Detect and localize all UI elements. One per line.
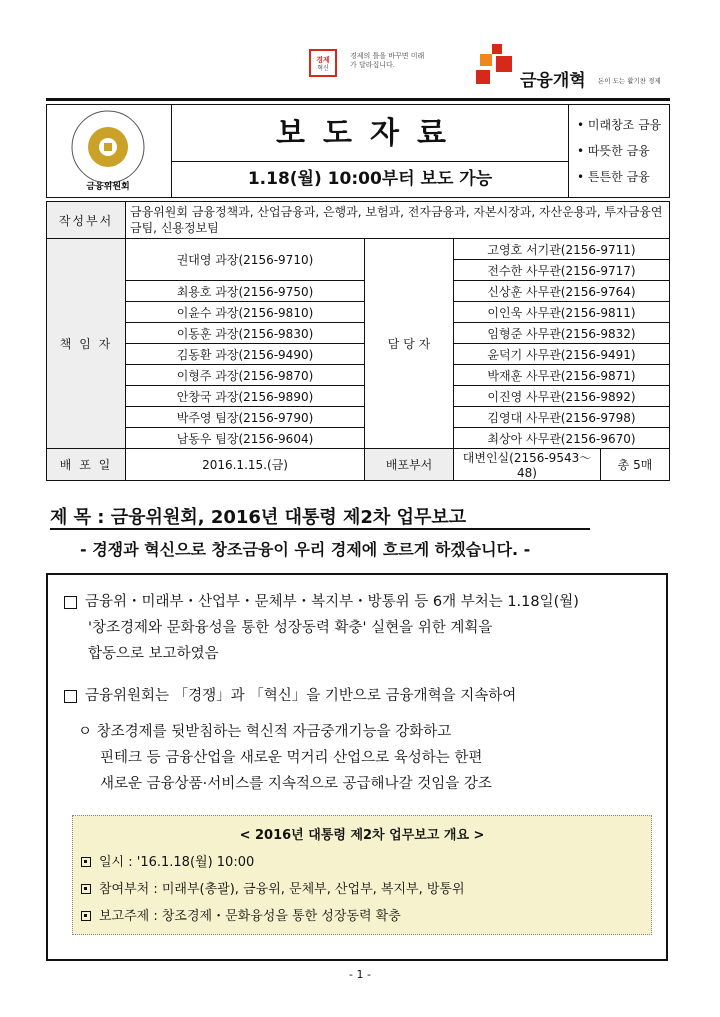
responsible-person: 남동우 팀장(2156-9604) bbox=[126, 428, 365, 449]
dist-date-label: 배 포 일 bbox=[47, 449, 126, 481]
logo1-mark-top: 경제 bbox=[316, 56, 330, 64]
embargo-notice: 1.18(월) 10:00부터 보도 가능 bbox=[172, 161, 568, 196]
page-count: 총 5매 bbox=[601, 449, 670, 481]
square-bullet-icon bbox=[64, 596, 77, 609]
slogan-item: • 튼튼한 금융 bbox=[577, 170, 650, 184]
contact-label: 담 당 자 bbox=[365, 239, 454, 449]
responsible-person: 이형주 과장(2156-9870) bbox=[126, 365, 365, 386]
paragraph-1-line: 금융위・미래부・산업부・문체부・복지부・방통위 등 6개 부처는 1.18일(월) bbox=[85, 594, 579, 610]
paragraph-1-line: '창조경제와 문화융성을 통한 성장동력 확충' 실현을 위한 계획을 bbox=[88, 620, 493, 636]
contact-person: 임형준 사무관(2156-9832) bbox=[454, 323, 670, 344]
fsc-seal-icon bbox=[47, 105, 169, 193]
contact-person: 박재훈 사무관(2156-9871) bbox=[454, 365, 670, 386]
paragraph-3-line: 새로운 금융상품·서비스를 지속적으로 공급해나갈 것임을 강조 bbox=[100, 776, 492, 792]
slogan-item: • 미래창조 금융 bbox=[577, 118, 662, 132]
page-number: - 1 - bbox=[349, 968, 371, 981]
summary-box bbox=[72, 815, 652, 935]
slogan-item: • 따뜻한 금융 bbox=[577, 144, 650, 158]
paragraph-2 bbox=[64, 683, 664, 709]
responsible-person: 박주영 팀장(2156-9790) bbox=[126, 407, 365, 428]
paragraph-3 bbox=[78, 719, 658, 797]
summary-item: 보고주제 : 창조경제・문화융성을 통한 성장동력 확충 bbox=[81, 905, 651, 924]
responsible-label: 책 임 자 bbox=[47, 239, 126, 449]
responsible-person: 권대영 과장(2156-9710) bbox=[126, 239, 365, 281]
contact-person: 최상아 사무관(2156-9670) bbox=[454, 428, 670, 449]
slogan-list bbox=[569, 105, 670, 198]
subject-title: 제 목 : 금융위원회, 2016년 대통령 제2차 업무보고 bbox=[50, 507, 467, 528]
dist-date: 2016.1.15.(금) bbox=[126, 449, 365, 481]
paragraph-1 bbox=[64, 589, 664, 667]
seal-cell bbox=[47, 105, 172, 198]
contact-person: 고영호 서기관(2156-9711) bbox=[454, 239, 670, 260]
logo2-text: 금융개혁 bbox=[520, 71, 586, 91]
responsible-person: 김동환 과장(2156-9490) bbox=[126, 344, 365, 365]
summary-item: 일시 : '16.1.18(월) 10:00 bbox=[81, 851, 651, 870]
finance-reform-logo-icon bbox=[470, 42, 520, 90]
dist-dept-label: 배포부서 bbox=[365, 449, 454, 481]
filled-square-bullet-icon bbox=[81, 857, 91, 867]
contact-person: 전수한 사무관(2156-9717) bbox=[454, 260, 670, 281]
logo1-mark-bottom: 혁신 bbox=[317, 65, 329, 72]
subtitle: - 경쟁과 혁신으로 창조금융이 우리 경제에 흐르게 하겠습니다. - bbox=[80, 540, 531, 559]
subject-underline bbox=[50, 528, 590, 530]
summary-item: 참여부처 : 미래부(총괄), 금융위, 문체부, 산업부, 복지부, 방통위 bbox=[81, 878, 651, 897]
contact-person: 이진영 사무관(2156-9892) bbox=[454, 386, 670, 407]
paragraph-3-line: ㅇ 창조경제를 뒷받침하는 혁신적 자금중개기능을 강화하고 bbox=[78, 724, 452, 740]
dist-dept: 대변인실(2156-9543～48) bbox=[454, 449, 601, 481]
responsible-person: 이윤수 과장(2156-9810) bbox=[126, 302, 365, 323]
title-cell bbox=[172, 105, 569, 198]
economy-innovation-logo bbox=[306, 48, 350, 82]
paragraph-1-line: 합동으로 보고하였음 bbox=[88, 646, 219, 662]
press-header-table bbox=[46, 104, 670, 198]
dept-label: 작성부서 bbox=[47, 202, 126, 239]
page-title: 보도자료 bbox=[276, 115, 464, 151]
square-bullet-icon bbox=[64, 690, 77, 703]
filled-square-bullet-icon bbox=[81, 884, 91, 894]
seal-label: 금융위원회 bbox=[86, 182, 130, 192]
responsible-person: 최용호 과장(2156-9750) bbox=[126, 281, 365, 302]
paragraph-3-line: 핀테크 등 금융산업을 새로운 먹거리 산업으로 육성하는 한편 bbox=[100, 750, 483, 766]
paragraph-2-text: 금융위원회는 「경쟁」과 「혁신」을 기반으로 금융개혁을 지속하여 bbox=[85, 688, 517, 704]
filled-square-bullet-icon bbox=[81, 911, 91, 921]
contact-person: 이인욱 사무관(2156-9811) bbox=[454, 302, 670, 323]
logo1-text: 경제의 틀을 바꾸면 미래가 달라집니다. bbox=[350, 52, 425, 69]
contact-person: 윤덕기 사무관(2156-9491) bbox=[454, 344, 670, 365]
responsible-person: 안창국 과장(2156-9890) bbox=[126, 386, 365, 407]
contact-person: 김영대 사무관(2156-9798) bbox=[454, 407, 670, 428]
top-rule bbox=[46, 98, 670, 101]
contact-info-table bbox=[46, 201, 670, 481]
summary-title: < 2016년 대통령 제2차 업무보고 개요 > bbox=[239, 828, 485, 843]
dept-value: 금융위원회 금융정책과, 산업금융과, 은행과, 보험과, 전자금융과, 자본시장과, 자산운용과, 투자금융연금팀, 신용정보팀 bbox=[126, 202, 670, 239]
responsible-person: 이동훈 과장(2156-9830) bbox=[126, 323, 365, 344]
contact-person: 신상훈 사무관(2156-9764) bbox=[454, 281, 670, 302]
logo2-subtext: 돈이 도는 활기찬 경제 bbox=[598, 77, 661, 85]
